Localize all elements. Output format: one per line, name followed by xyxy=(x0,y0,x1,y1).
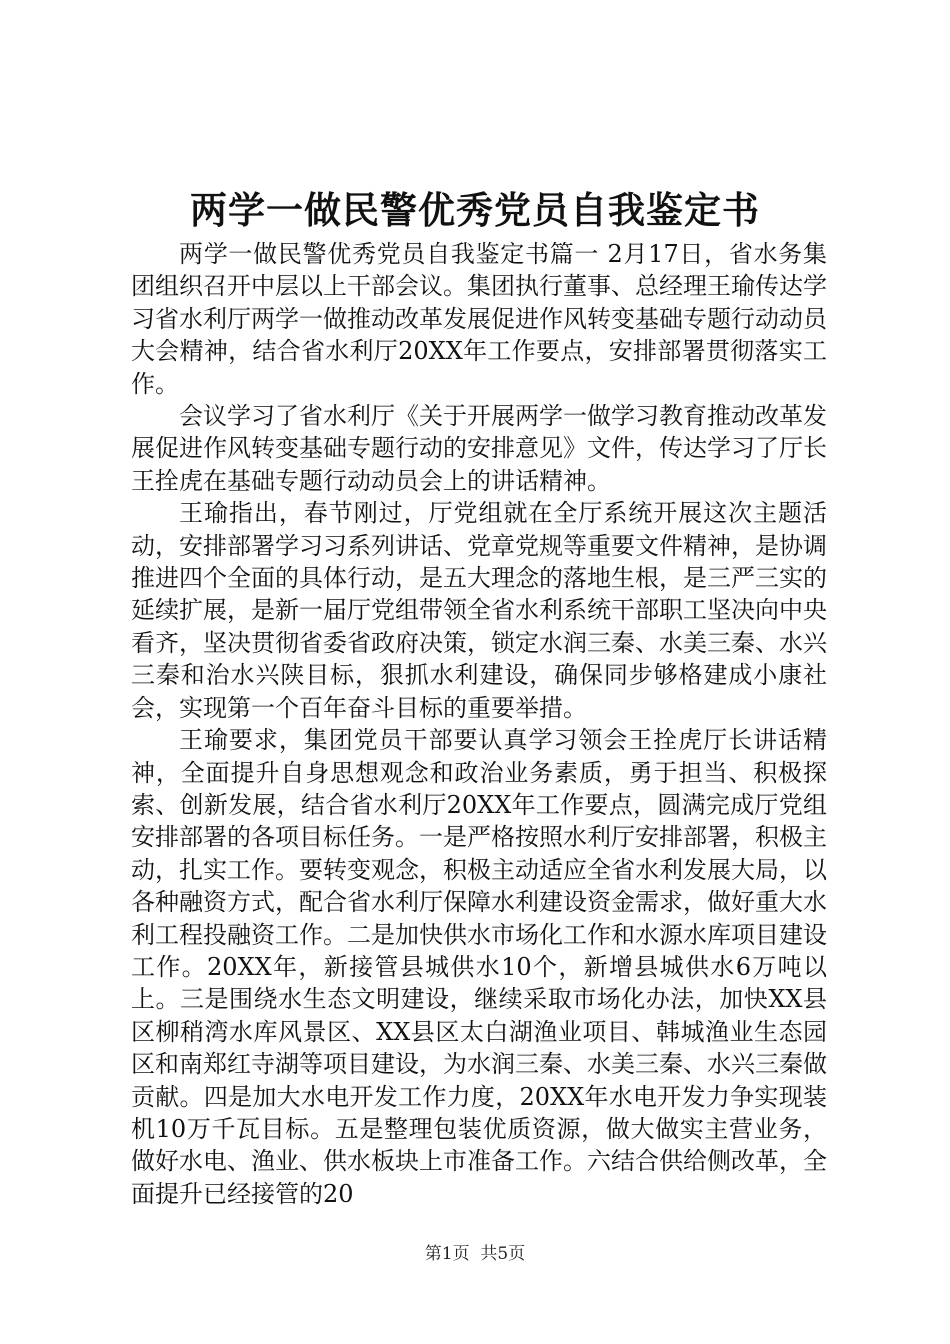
page-footer: 第1页 共5页 xyxy=(424,1244,526,1264)
paragraph-1: 两学一做民警优秀党员自我鉴定书篇一 2月17日，省水务集团组织召开中层以上干部会议。集团执行董事、总经理王瑜传达学习省水利厅两学一做推动改革发展促进作风转变基础专题行动动员大会精神，结合省水利厅20XX年工作要点，安排部署贯彻落实工作。 xyxy=(131,240,827,398)
paragraph-2: 会议学习了省水利厅《关于开展两学一做学习教育推动改革发展促进作风转变基础专题行动的安排意见》文件，传达学习了厅长王拴虎在基础专题行动动员会上的讲话精神。 xyxy=(131,402,827,495)
paragraph-4: 王瑜要求，集团党员干部要认真学习领会王拴虎厅长讲话精神，全面提升自身思想观念和政治业务素质，勇于担当、积极探索、创新发展，结合省水利厅20XX年工作要点，圆满完成厅党组安排部署的各项目标任务。一是严格按照水利厅安排部署，积极主动，扎实工作。要转变观念，积极主动适应全省水利发展大局，以各种融资方式，配合省水利厅保障水利建设资金需求，做好重大水利工程投融资工作。二是加快供水市场化工作和水源水库项目建设工作。20XX年，新接管县城供水10个，新增县城供水6万吨以上。三是围绕水生态文明建设，继续采取市场化办法，加快XX县区柳稍湾水库风景区、XX县区太白湖渔业项目、韩城渔业生态园区和南郑红寺湖等项目建设，为水润三秦、水美三秦、水兴三秦做贡献。四是加大水电开发工作力度，20XX年水电开发力争实现装机10万千瓦目标。五是整理包装优质资源，做大做实主营业务，做好水电、渔业、供水板块上市准备工作。六结合供给侧改革，全面提升已经接管的20 xyxy=(131,726,827,1208)
document-body xyxy=(131,238,827,1210)
document-title: 两学一做民警优秀党员自我鉴定书 xyxy=(190,188,760,232)
paragraph-3: 王瑜指出，春节刚过，厅党组就在全厅系统开展这次主题活动，安排部署学习习系列讲话、党章党规等重要文件精神，是协调推进四个全面的具体行动，是五大理念的落地生根，是三严三实的延续扩展，是新一届厅党组带领全省水利系统干部职工坚决向中央看齐，坚决贯彻省委省政府决策，锁定水润三秦、水美三秦、水兴三秦和治水兴陕目标，狠抓水利建设，确保同步够格建成小康社会，实现第一个百年奋斗目标的重要举措。 xyxy=(131,499,827,722)
